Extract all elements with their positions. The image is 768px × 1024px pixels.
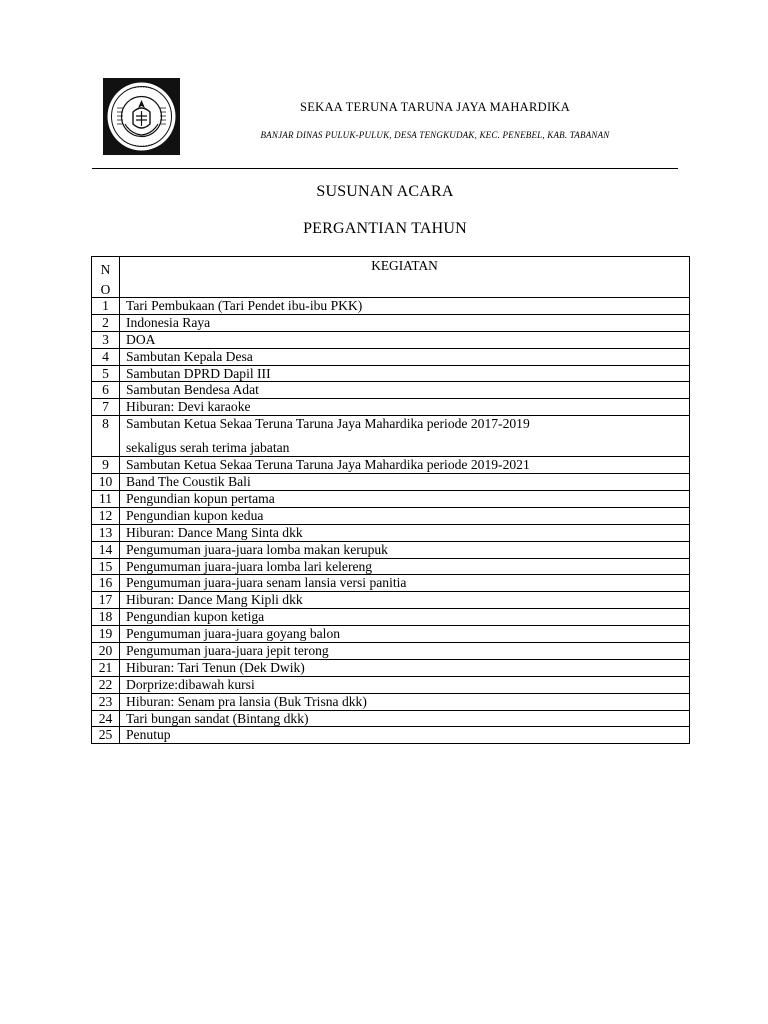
row-number: 24	[92, 710, 120, 727]
row-number: 14	[92, 541, 120, 558]
table-row	[92, 331, 690, 348]
row-activity: Indonesia Raya	[120, 314, 690, 331]
row-number: 6	[92, 382, 120, 399]
row-activity	[120, 416, 690, 457]
table-row	[92, 592, 690, 609]
table-header-row	[92, 257, 690, 298]
table-row	[92, 558, 690, 575]
row-activity: Tari Pembukaan (Tari Pendet ibu-ibu PKK)	[120, 298, 690, 315]
row-number: 10	[92, 474, 120, 491]
row-activity: Sambutan DPRD Dapil III	[120, 365, 690, 382]
table-row	[92, 609, 690, 626]
table-row	[92, 474, 690, 491]
row-number: 23	[92, 693, 120, 710]
row-number: 21	[92, 659, 120, 676]
row-number: 15	[92, 558, 120, 575]
row-number: 11	[92, 491, 120, 508]
row-activity: Pengundian kupon kedua	[120, 507, 690, 524]
table-row	[92, 575, 690, 592]
row-activity: Penutup	[120, 727, 690, 744]
row-activity: Hiburan: Dance Mang Kipli dkk	[120, 592, 690, 609]
row-number: 1	[92, 298, 120, 315]
table-row	[92, 416, 690, 457]
column-header-no-part: N	[100, 262, 111, 277]
table-row	[92, 626, 690, 643]
row-activity: Hiburan: Senam pra lansia (Buk Trisna dkk)	[120, 693, 690, 710]
row-number: 16	[92, 575, 120, 592]
row-activity: Pengumuman juara-juara goyang balon	[120, 626, 690, 643]
agenda-table	[91, 256, 690, 744]
row-number: 20	[92, 643, 120, 660]
column-header-no	[92, 257, 120, 298]
table-row	[92, 643, 690, 660]
table-row	[92, 693, 690, 710]
row-number: 9	[92, 457, 120, 474]
row-activity: Pengumuman juara-juara jepit terong	[120, 643, 690, 660]
organization-name: SEKAA TERUNA TARUNA JAYA MAHARDIKA	[299, 100, 571, 114]
row-activity: Hiburan: Dance Mang Sinta dkk	[120, 524, 690, 541]
row-activity: Pengumuman juara-juara lomba lari kelereng	[120, 558, 690, 575]
seal-icon	[103, 78, 180, 155]
table-row	[92, 524, 690, 541]
row-activity: DOA	[120, 331, 690, 348]
row-number: 17	[92, 592, 120, 609]
row-activity: Pengundian kupon ketiga	[120, 609, 690, 626]
row-activity: Pengumuman juara-juara senam lansia versi panitia	[120, 575, 690, 592]
row-activity: Sambutan Bendesa Adat	[120, 382, 690, 399]
row-activity: Dorprize:dibawah kursi	[120, 676, 690, 693]
table-row	[92, 457, 690, 474]
table-row	[92, 676, 690, 693]
column-header-no-part: O	[100, 282, 111, 297]
row-number: 25	[92, 727, 120, 744]
table-row	[92, 507, 690, 524]
table-row	[92, 314, 690, 331]
row-number: 7	[92, 399, 120, 416]
table-row	[92, 298, 690, 315]
row-activity-line: Sambutan Ketua Sekaa Teruna Taruna Jaya Mahardika periode 2017-2019	[126, 416, 530, 432]
table-row	[92, 541, 690, 558]
row-number: 5	[92, 365, 120, 382]
table-row	[92, 382, 690, 399]
document-title: SUSUNAN ACARA	[316, 183, 454, 200]
row-number: 3	[92, 331, 120, 348]
row-number: 4	[92, 348, 120, 365]
header-divider	[92, 168, 678, 169]
row-activity: Sambutan Ketua Sekaa Teruna Taruna Jaya Mahardika periode 2019-2021	[120, 457, 690, 474]
row-activity: Hiburan: Tari Tenun (Dek Dwik)	[120, 659, 690, 676]
row-number: 2	[92, 314, 120, 331]
table-row	[92, 348, 690, 365]
row-activity: Band The Coustik Bali	[120, 474, 690, 491]
agenda-rows	[92, 298, 690, 744]
table-row	[92, 710, 690, 727]
organization-address: BANJAR DINAS PULUK-PULUK, DESA TENGKUDAK, KEC. PENEBEL, KAB. TABANAN	[260, 130, 610, 140]
row-number: 13	[92, 524, 120, 541]
row-activity: Pengundian kopun pertama	[120, 491, 690, 508]
table-row	[92, 365, 690, 382]
document-subtitle: PERGANTIAN TAHUN	[303, 220, 467, 237]
table-row	[92, 491, 690, 508]
row-activity: Tari bungan sandat (Bintang dkk)	[120, 710, 690, 727]
table-row	[92, 727, 690, 744]
column-header-activity: KEGIATAN	[120, 257, 690, 298]
row-activity: Sambutan Kepala Desa	[120, 348, 690, 365]
row-activity: Pengumuman juara-juara lomba makan kerupuk	[120, 541, 690, 558]
table-row	[92, 659, 690, 676]
table-row	[92, 399, 690, 416]
row-number: 18	[92, 609, 120, 626]
row-activity: Hiburan: Devi karaoke	[120, 399, 690, 416]
organization-seal-logo	[103, 78, 180, 155]
row-activity-line: sekaligus serah terima jabatan	[126, 440, 290, 456]
row-number: 8	[92, 416, 120, 457]
row-number: 12	[92, 507, 120, 524]
row-number: 19	[92, 626, 120, 643]
row-number: 22	[92, 676, 120, 693]
